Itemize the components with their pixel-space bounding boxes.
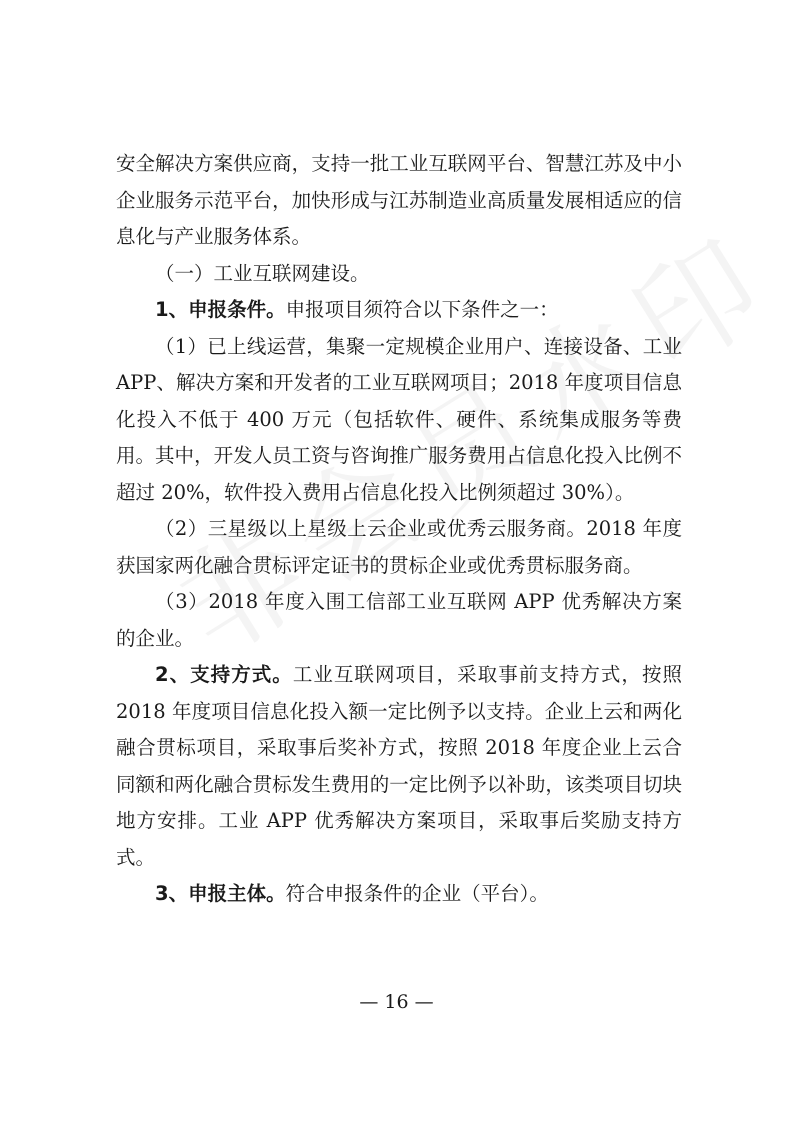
paragraph-continuation: 安全解决方案供应商，支持一批工业互联网平台、智慧江苏及中小企业服务示范平台，加快形成与江苏制造业高质量发展相适应的信息化与产业服务体系。 [116, 152, 682, 248]
item-title-application-conditions: 1、申报条件。 [155, 298, 286, 321]
document-body [116, 146, 682, 913]
condition-3: （3）2018 年度入围工信部工业互联网 APP 优秀解决方案的企业。 [116, 590, 682, 650]
item-title-support-method: 2、支持方式。 [155, 663, 293, 686]
condition-1: （1）已上线运营，集聚一定规模企业用户、连接设备、工业 APP、解决方案和开发者的工业互联网项目；2018 年度项目信息化投入不低于 400 万元（包括软件、硬件、系统集成服务等费用。其中，开发人员工资与咨询推广服务费用占信息化投入比例不超过 20%，软件投入费用占信息化投入比例须超过 30%）。 [116, 334, 682, 504]
paragraph-application-conditions [116, 292, 682, 329]
item-body-support-method: 工业互联网项目，采取事前支持方式，按照 2018 年度项目信息化投入额一定比例予以支持。企业上云和两化融合贯标项目，采取事后奖补方式，按照 2018 年度企业上云合同额和两化融合贯标发生费用的一定比例予以补助，该类项目切块地方安排。工业 APP 优秀解决方案项目，采取事后奖励支持方式。 [116, 663, 682, 869]
paragraph-support-method [116, 657, 682, 876]
page-number: — 16 — [359, 991, 434, 1013]
section-heading: （一）工业互联网建设。 [155, 261, 370, 285]
item-body-application-conditions: 申报项目须符合以下条件之一： [285, 298, 559, 321]
paragraph-applicant [116, 876, 682, 913]
item-title-applicant: 3、申报主体。 [155, 882, 286, 905]
item-body-applicant: 符合申报条件的企业（平台）。 [285, 882, 549, 905]
condition-2: （2）三星级以上星级上云企业或优秀云服务商。2018 年度获国家两化融合贯标评定证书的贯标企业或优秀贯标服务商。 [116, 517, 682, 577]
